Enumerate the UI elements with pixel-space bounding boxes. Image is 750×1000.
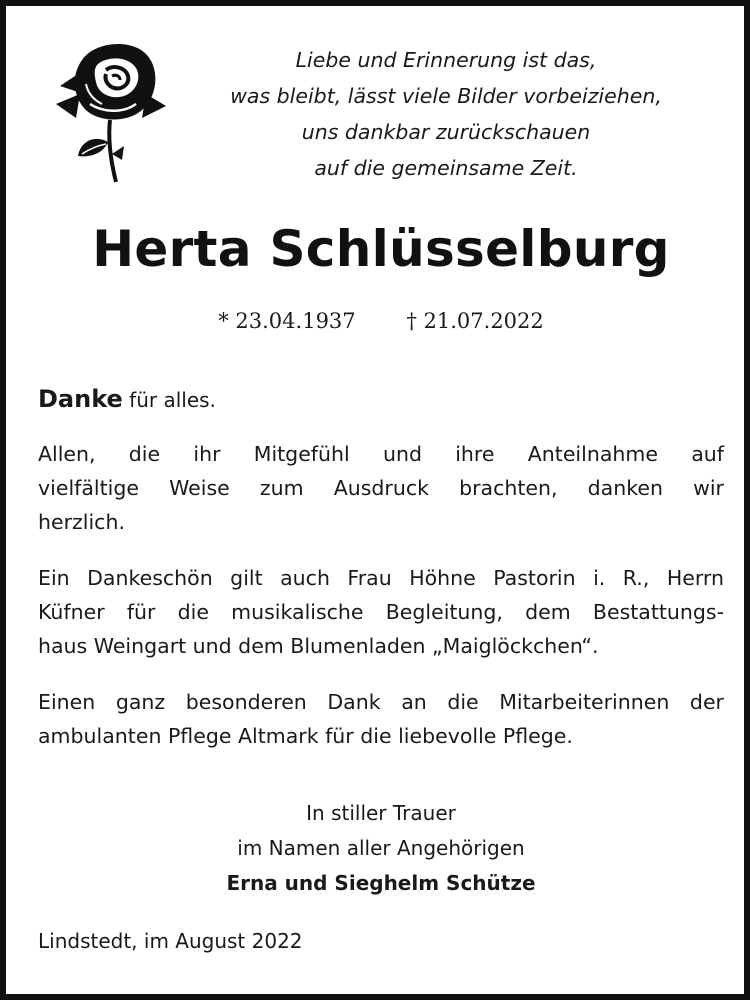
signature-line: im Namen aller Angehörigen: [237, 836, 525, 860]
paragraph-line: Einen ganz besonderen Dank an die Mitarbeiterinnen der: [38, 690, 724, 714]
signature-block: [6, 796, 750, 901]
life-dates: [6, 309, 750, 333]
place-date: Lindstedt, im August 2022: [38, 929, 303, 953]
paragraph-line: Küfner für die musikalische Begleitung, dem Bestattungs-: [38, 600, 724, 624]
paragraph-line: herzlich.: [38, 510, 125, 534]
poem-line: Liebe und Erinnerung ist das,: [295, 48, 597, 72]
birth-date: * 23.04.1937: [218, 309, 356, 333]
rose-icon: [50, 34, 170, 186]
paragraph: [38, 437, 724, 539]
poem-line: was bleibt, lässt viele Bilder vorbeiziehen,: [230, 84, 662, 108]
signature-names: Erna und Sieghelm Schütze: [226, 871, 536, 895]
thanks-rest: für alles.: [129, 388, 216, 412]
paragraph-line: haus Weingart und dem Blumenladen „Maiglöckchen“.: [38, 634, 599, 658]
paragraph: [38, 685, 724, 753]
poem-line: auf die gemeinsame Zeit.: [314, 156, 578, 180]
paragraph: [38, 561, 724, 663]
thanks-bold: Danke: [38, 385, 123, 413]
thanks-heading: [38, 382, 724, 417]
death-date: † 21.07.2022: [406, 309, 544, 333]
paragraph-line: Allen, die ihr Mitgefühl und ihre Anteilnahme auf: [38, 442, 724, 466]
paragraph-line: ambulanten Pflege Altmark für die liebevolle Pflege.: [38, 724, 573, 748]
paragraph-line: vielfältige Weise zum Ausdruck brachten, danken wir: [38, 476, 724, 500]
poem-line: uns dankbar zurückschauen: [301, 120, 591, 144]
deceased-name: Herta Schlüsselburg: [92, 220, 670, 278]
paragraph-line: Ein Dankeschön gilt auch Frau Höhne Pastorin i. R., Herrn: [38, 566, 724, 590]
poem: [186, 42, 706, 186]
signature-line: In stiller Trauer: [306, 801, 456, 825]
message-body: [38, 382, 724, 775]
